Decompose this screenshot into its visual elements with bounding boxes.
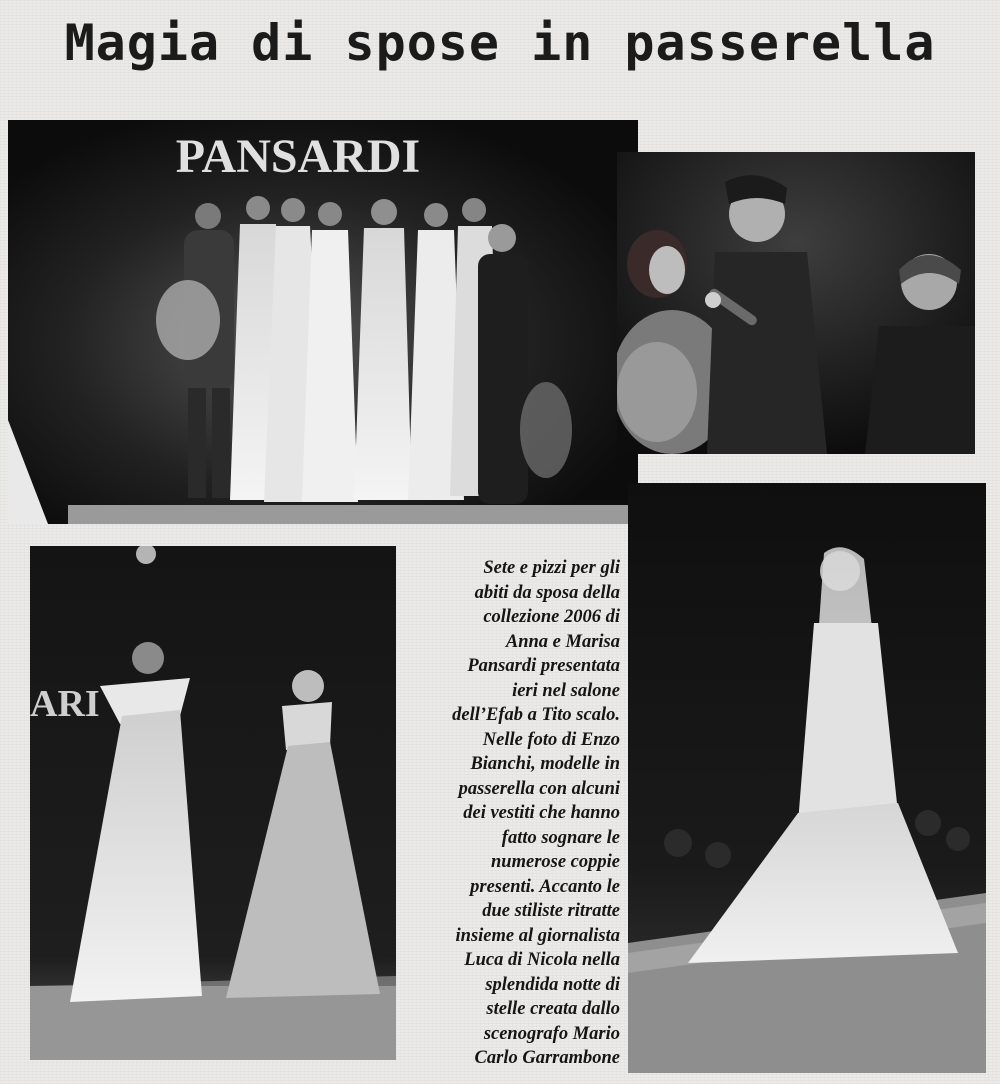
veil-runway-photo-image xyxy=(628,483,986,1073)
headline: Magia di spose in passerella xyxy=(64,14,936,72)
models-group xyxy=(156,196,572,504)
veil-runway-photo xyxy=(628,483,986,1073)
pansardi-sign-partial: ARI xyxy=(30,683,100,725)
runway-pair-photo xyxy=(30,546,396,1060)
pansardi-sign: PANSARDI xyxy=(175,130,421,183)
group-photo xyxy=(8,120,638,524)
runway-pair-photo-image xyxy=(30,546,396,1060)
interview-photo-image xyxy=(617,152,975,454)
photo-caption: Sete e pizzi per gli abiti da sposa della collezione 2006 di Anna e Marisa Pansardi presentata ieri nel salone dell’Efab a Tito scalo. Nelle foto di Enzo Bianchi, modelle in passerella con alcuni dei vestiti che hanno fatto sognare le numerose coppie presenti. Accanto le due stiliste ritratte insieme al giornalista Luca di Nicola nella splendida notte di stelle creata dallo scenografo Mario Carlo Garrambone xyxy=(452,558,620,1068)
group-photo-image xyxy=(8,120,638,524)
interview-photo xyxy=(617,152,975,454)
